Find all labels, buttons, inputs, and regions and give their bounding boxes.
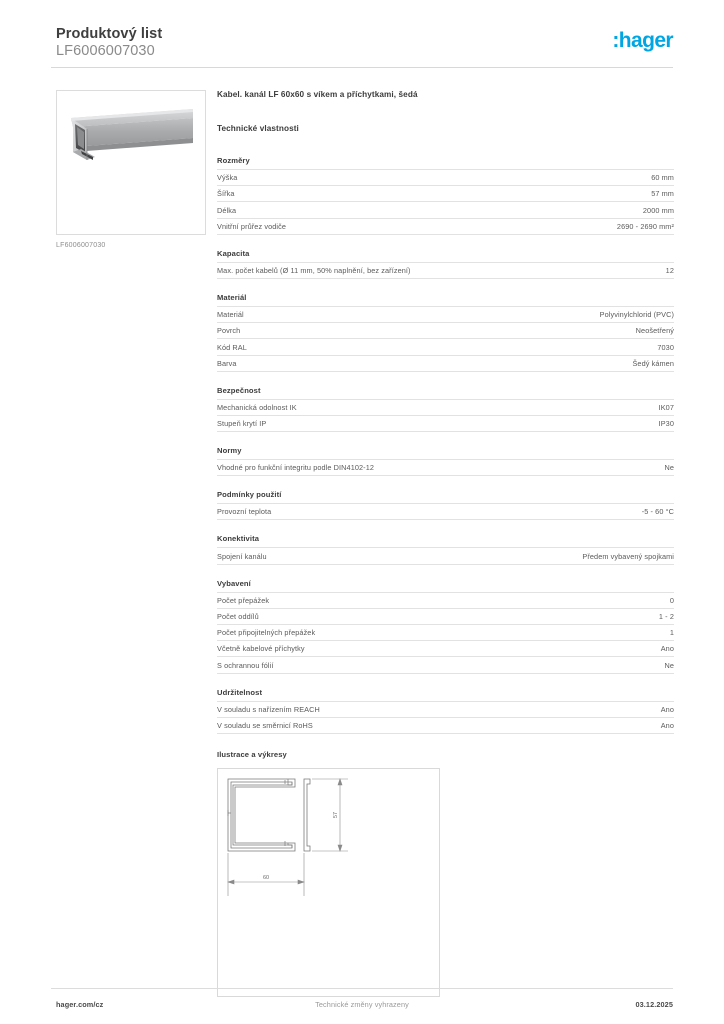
table-row [217, 399, 674, 415]
table-row [217, 701, 674, 717]
spec-group-title: Rozměry [217, 156, 250, 165]
spec-group [217, 249, 674, 279]
spec-group-title: Konektivita [217, 534, 260, 544]
table-row [217, 306, 674, 322]
technical-properties-heading: Technické vlastnosti [217, 124, 299, 133]
spec-label: Mechanická odolnost IK [217, 402, 297, 412]
spec-table [217, 262, 674, 279]
table-row [217, 339, 674, 355]
table-row [217, 323, 674, 339]
table-row [217, 262, 674, 278]
spec-group [217, 688, 674, 734]
table-row [217, 641, 674, 657]
spec-group [217, 490, 674, 520]
footer-date: 03.12.2025 [635, 1000, 673, 1009]
spec-label: Délka [217, 205, 237, 215]
spec-value: Ne [664, 660, 674, 670]
drawing-height-dimension: 57 [333, 811, 339, 818]
spec-value: IK07 [658, 402, 674, 412]
table-row [217, 717, 674, 733]
table-row [217, 625, 674, 641]
spec-group-title: Vybavení [217, 578, 251, 588]
spec-group [217, 579, 674, 674]
spec-label: S ochrannou fólií [217, 660, 274, 670]
spec-group-title: Materiál [217, 292, 247, 302]
table-row [217, 170, 674, 186]
spec-label: Stupeň krytí IP [217, 419, 267, 429]
spec-table [217, 306, 674, 372]
table-row [217, 548, 674, 564]
table-row [217, 592, 674, 608]
header-divider [51, 67, 673, 68]
spec-value: 12 [665, 265, 674, 275]
spec-group-title: Podmínky použití [217, 490, 282, 500]
spec-value: Šedý kámen [632, 358, 674, 368]
spec-label: Barva [217, 358, 237, 368]
spec-value: Ano [660, 704, 674, 714]
spec-label: Počet připojitelných přepážek [217, 628, 316, 638]
product-name: Kabel. kanál LF 60x60 s víkem a příchytkami, šedá [217, 90, 418, 99]
spec-group [217, 293, 674, 372]
page-subtitle-article-number: LF6006007030 [56, 43, 155, 59]
spec-value: Neošetřený [635, 326, 674, 336]
specifications-column [217, 90, 674, 997]
page-title: Produktový list [56, 26, 163, 42]
drawing-width-dimension: 60 [262, 874, 270, 881]
spec-label: Výška [217, 173, 238, 183]
page-header [0, 0, 724, 68]
spec-label: V souladu se směrnicí RoHS [217, 720, 313, 730]
footer-website-link[interactable]: hager.com/cz [56, 1000, 104, 1009]
spec-label: Šířka [217, 189, 235, 199]
spec-table [217, 503, 674, 520]
spec-table [217, 169, 674, 235]
spec-label: Max. počet kabelů (Ø 11 mm, 50% naplnění, bez zařízení) [217, 265, 411, 275]
spec-label: Počet přepážek [217, 595, 270, 605]
spec-group-title: Bezpečnost [217, 385, 261, 395]
spec-label: Materiál [217, 310, 244, 320]
spec-value: 2000 mm [642, 205, 674, 215]
footer-divider [51, 988, 673, 989]
spec-value: Ano [660, 720, 674, 730]
footer-disclaimer: Technické změny vyhrazeny [315, 1000, 409, 1009]
spec-table [217, 592, 674, 674]
spec-value: 1 - 2 [658, 612, 674, 621]
table-row [217, 504, 674, 520]
spec-table [217, 399, 674, 432]
product-image-frame [56, 90, 206, 235]
spec-group-title: Kapacita [217, 248, 250, 258]
spec-label: V souladu s nařízením REACH [217, 704, 320, 714]
spec-label: Kód RAL [217, 342, 247, 352]
spec-value: Polyvinylchlorid (PVC) [599, 310, 674, 320]
hager-logo: :hager [612, 29, 673, 52]
spec-table [217, 459, 674, 476]
technical-drawing-frame [217, 768, 440, 997]
spec-label: Vhodné pro funkční integritu podle DIN4102-12 [217, 463, 375, 473]
spec-value: IP30 [658, 419, 674, 429]
table-row [217, 186, 674, 202]
spec-value: 2690 - 2690 mm² [616, 221, 674, 231]
spec-label: Provozní teplota [217, 507, 272, 517]
spec-label: Počet oddílů [217, 612, 259, 621]
table-row [217, 460, 674, 476]
spec-group-title: Udržitelnost [217, 687, 263, 697]
drawings-heading: Ilustrace a výkresy [217, 749, 287, 759]
spec-label: Spojení kanálu [217, 551, 267, 561]
spec-groups [217, 156, 674, 734]
spec-table [217, 701, 674, 734]
spec-label: Vnitřní průřez vodiče [217, 221, 287, 231]
spec-group [217, 446, 674, 476]
spec-value: 60 mm [651, 173, 674, 183]
spec-value: 7030 [657, 342, 674, 352]
spec-label: Včetně kabelové příchytky [217, 644, 305, 654]
spec-label: Povrch [217, 326, 241, 336]
spec-value: 1 [669, 628, 674, 638]
spec-value: Předem vybavený spojkami [582, 551, 674, 561]
technical-drawing [218, 769, 439, 996]
table-row [217, 415, 674, 431]
product-image-caption: LF6006007030 [56, 242, 106, 249]
spec-value: 57 mm [651, 189, 674, 199]
spec-value: 0 [669, 595, 674, 605]
table-row [217, 608, 674, 624]
spec-table [217, 547, 674, 564]
table-row [217, 218, 674, 234]
table-row [217, 202, 674, 218]
table-row [217, 355, 674, 371]
spec-value: -5 - 60 °C [641, 507, 674, 517]
spec-group [217, 386, 674, 432]
spec-value: Ano [660, 644, 674, 654]
spec-group-title: Normy [217, 446, 242, 456]
spec-group [217, 534, 674, 564]
spec-value: Ne [664, 463, 674, 473]
product-photo-trunking [57, 91, 205, 234]
table-row [217, 657, 674, 673]
spec-group [217, 156, 674, 235]
